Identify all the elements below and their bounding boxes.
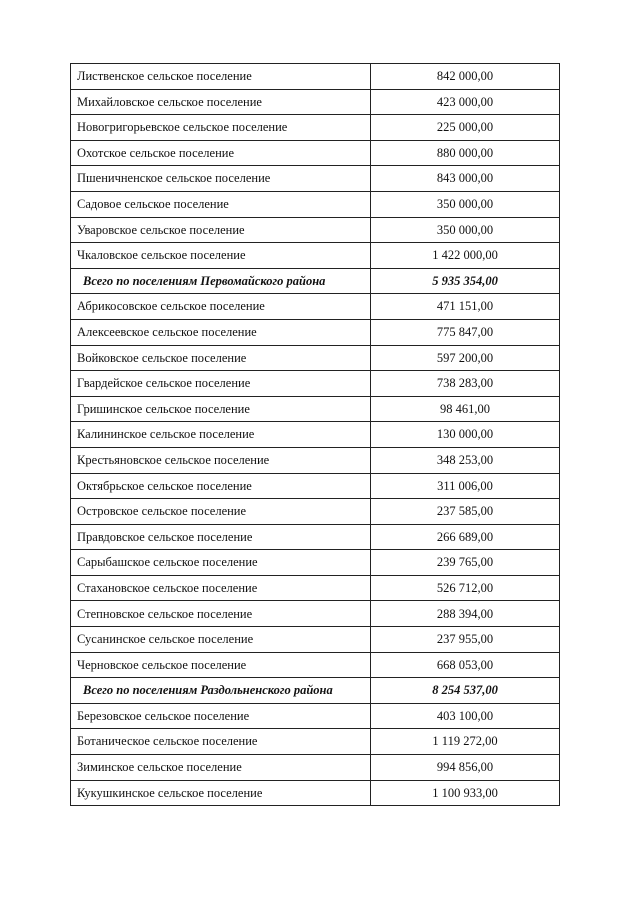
- settlement-name: Кукушкинское сельское поселение: [71, 780, 371, 806]
- table-row: [71, 575, 560, 601]
- settlement-name: Новогригорьевское сельское поселение: [71, 115, 371, 141]
- table-row: [71, 601, 560, 627]
- settlement-name: Гришинское сельское поселение: [71, 396, 371, 422]
- settlement-amount: 237 955,00: [371, 627, 560, 653]
- table-row: [71, 396, 560, 422]
- settlement-amount: 239 765,00: [371, 550, 560, 576]
- district-total-amount: 5 935 354,00: [371, 268, 560, 294]
- settlement-amount: 423 000,00: [371, 89, 560, 115]
- settlement-name: Сарыбашское сельское поселение: [71, 550, 371, 576]
- settlement-name: Березовское сельское поселение: [71, 703, 371, 729]
- district-total-amount: 8 254 537,00: [371, 678, 560, 704]
- table-row: [71, 166, 560, 192]
- settlement-amount: 98 461,00: [371, 396, 560, 422]
- table-row: [71, 191, 560, 217]
- table-row: [71, 294, 560, 320]
- settlement-amount: 237 585,00: [371, 499, 560, 525]
- settlement-name: Стахановское сельское поселение: [71, 575, 371, 601]
- settlement-amount: 1 119 272,00: [371, 729, 560, 755]
- table-row: [71, 780, 560, 806]
- settlement-name: Октябрьское сельское поселение: [71, 473, 371, 499]
- settlement-name: Чкаловское сельское поселение: [71, 243, 371, 269]
- settlement-amount: 350 000,00: [371, 191, 560, 217]
- settlement-name: Ботаническое сельское поселение: [71, 729, 371, 755]
- table-row: [71, 473, 560, 499]
- settlement-amount: 1 422 000,00: [371, 243, 560, 269]
- table-row: [71, 652, 560, 678]
- settlement-amount: 738 283,00: [371, 371, 560, 397]
- district-total-label: Всего по поселениям Раздольненского района: [71, 678, 371, 704]
- settlement-name: Степновское сельское поселение: [71, 601, 371, 627]
- settlement-amount: 266 689,00: [371, 524, 560, 550]
- table-row: [71, 447, 560, 473]
- settlement-amount: 842 000,00: [371, 64, 560, 90]
- settlement-name: Сусанинское сельское поселение: [71, 627, 371, 653]
- table-row: [71, 115, 560, 141]
- settlement-name: Лиственское сельское поселение: [71, 64, 371, 90]
- table-row: [71, 524, 560, 550]
- settlement-name: Крестьяновское сельское поселение: [71, 447, 371, 473]
- settlement-amount: 130 000,00: [371, 422, 560, 448]
- settlement-amount: 994 856,00: [371, 755, 560, 781]
- settlement-amount: 668 053,00: [371, 652, 560, 678]
- settlement-name: Калининское сельское поселение: [71, 422, 371, 448]
- table-row: [71, 499, 560, 525]
- table-row: [71, 703, 560, 729]
- settlement-amount: 1 100 933,00: [371, 780, 560, 806]
- table-row: [71, 627, 560, 653]
- settlement-amount: 288 394,00: [371, 601, 560, 627]
- table-row-district-total: [71, 678, 560, 704]
- settlement-name: Охотское сельское поселение: [71, 140, 371, 166]
- table-row-district-total: [71, 268, 560, 294]
- table-row: [71, 319, 560, 345]
- table-row: [71, 89, 560, 115]
- settlement-amount: 225 000,00: [371, 115, 560, 141]
- table-row: [71, 345, 560, 371]
- settlement-name: Гвардейское сельское поселение: [71, 371, 371, 397]
- settlement-name: Садовое сельское поселение: [71, 191, 371, 217]
- settlement-amount: 880 000,00: [371, 140, 560, 166]
- settlement-amount: 350 000,00: [371, 217, 560, 243]
- settlement-amount: 403 100,00: [371, 703, 560, 729]
- settlement-amount: 843 000,00: [371, 166, 560, 192]
- settlements-funding-table: [70, 63, 560, 806]
- settlement-name: Уваровское сельское поселение: [71, 217, 371, 243]
- settlement-amount: 471 151,00: [371, 294, 560, 320]
- settlement-amount: 775 847,00: [371, 319, 560, 345]
- table-row: [71, 140, 560, 166]
- table-row: [71, 422, 560, 448]
- settlement-name: Абрикосовское сельское поселение: [71, 294, 371, 320]
- table-row: [71, 217, 560, 243]
- settlement-amount: 597 200,00: [371, 345, 560, 371]
- district-total-label: Всего по поселениям Первомайского района: [71, 268, 371, 294]
- settlement-name: Пшеничненское сельское поселение: [71, 166, 371, 192]
- settlement-name: Черновское сельское поселение: [71, 652, 371, 678]
- settlement-amount: 348 253,00: [371, 447, 560, 473]
- table-row: [71, 729, 560, 755]
- settlement-name: Войковское сельское поселение: [71, 345, 371, 371]
- table-row: [71, 243, 560, 269]
- table-row: [71, 371, 560, 397]
- settlement-name: Островское сельское поселение: [71, 499, 371, 525]
- settlement-name: Зиминское сельское поселение: [71, 755, 371, 781]
- settlement-amount: 526 712,00: [371, 575, 560, 601]
- table-row: [71, 755, 560, 781]
- settlement-name: Правдовское сельское поселение: [71, 524, 371, 550]
- table-row: [71, 64, 560, 90]
- settlement-name: Алексеевское сельское поселение: [71, 319, 371, 345]
- settlement-name: Михайловское сельское поселение: [71, 89, 371, 115]
- settlement-amount: 311 006,00: [371, 473, 560, 499]
- table-body: [71, 64, 560, 806]
- table-row: [71, 550, 560, 576]
